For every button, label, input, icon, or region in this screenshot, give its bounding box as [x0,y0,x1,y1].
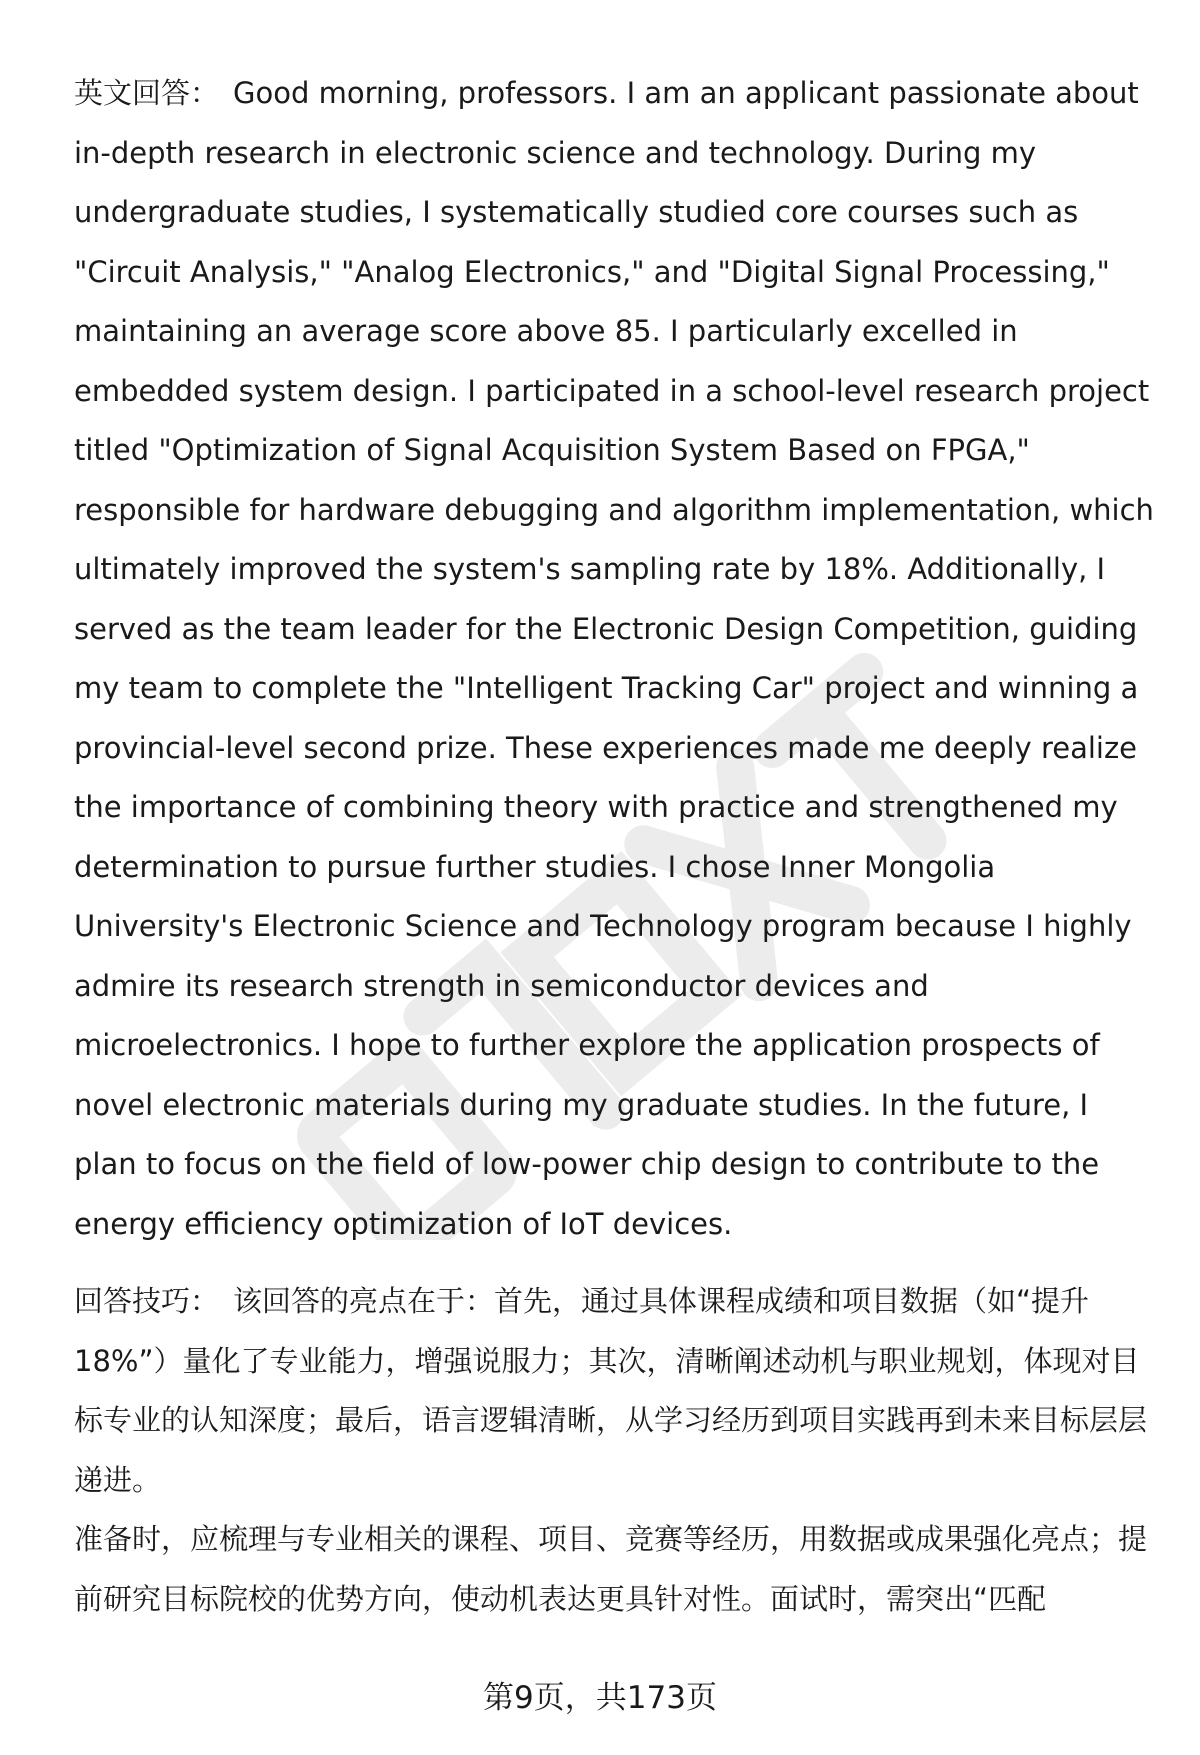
answer-tips-label: 回答技巧： [74,1284,220,1318]
english-answer-label: 英文回答： [74,76,220,110]
preparation-paragraph: 准备时，应梳理与专业相关的课程、项目、竞赛等经历，用数据或成果强化亮点；提前研究目标院校的优势方向，使动机表达更具针对性。面试时，需突出“匹配 [74,1522,1148,1616]
page-number-footer: 第9页，共173页 [483,1680,717,1716]
main-content [74,64,1154,1629]
english-answer-text: Good morning, professors. I am an applicant passionate about in-depth research in electronic science and technology. During my undergraduate studies, I systematically studied core courses such as "Circuit Analysis," "Analog Electronics," and "Digital Signal Processing," maintaining an average score above 85. I particularly excelled in embedded system design. I participated in a school-level research project titled "Optimization of Signal Acquisition System Based on FPGA," responsible for hardware debugging and algorithm implementation, which ultimately improved the system's sampling rate by 18%. Additionally, I served as the team leader for the Electronic Design Competition, guiding my team to complete the "Intelligent Tracking Car" project and winning a provincial-level second prize. These experiences made me deeply realize the importance of combining theory with practice and strengthened my determination to pursue further studies. I chose Inner Mongolia University's Electronic Science and Technology program because I highly admire its research strength in semiconductor devices and microelectronics. I hope to further explore the application prospects of novel electronic materials during my graduate studies. In the future, I plan to focus on the field of low-power chip design to contribute to the energy efficiency optimization of IoT devices. [74,76,1154,1241]
answer-tips-paragraph [74,1272,1154,1510]
answer-tips-text: 该回答的亮点在于：首先，通过具体课程成绩和项目数据（如“提升18%”）量化了专业能力，增强说服力；其次，清晰阐述动机与职业规划，体现对目标专业的认知深度；最后，语言逻辑清晰，从学习经历到项目实践再到未来目标层层递进。 [74,1284,1148,1497]
english-answer-paragraph [74,64,1154,1254]
